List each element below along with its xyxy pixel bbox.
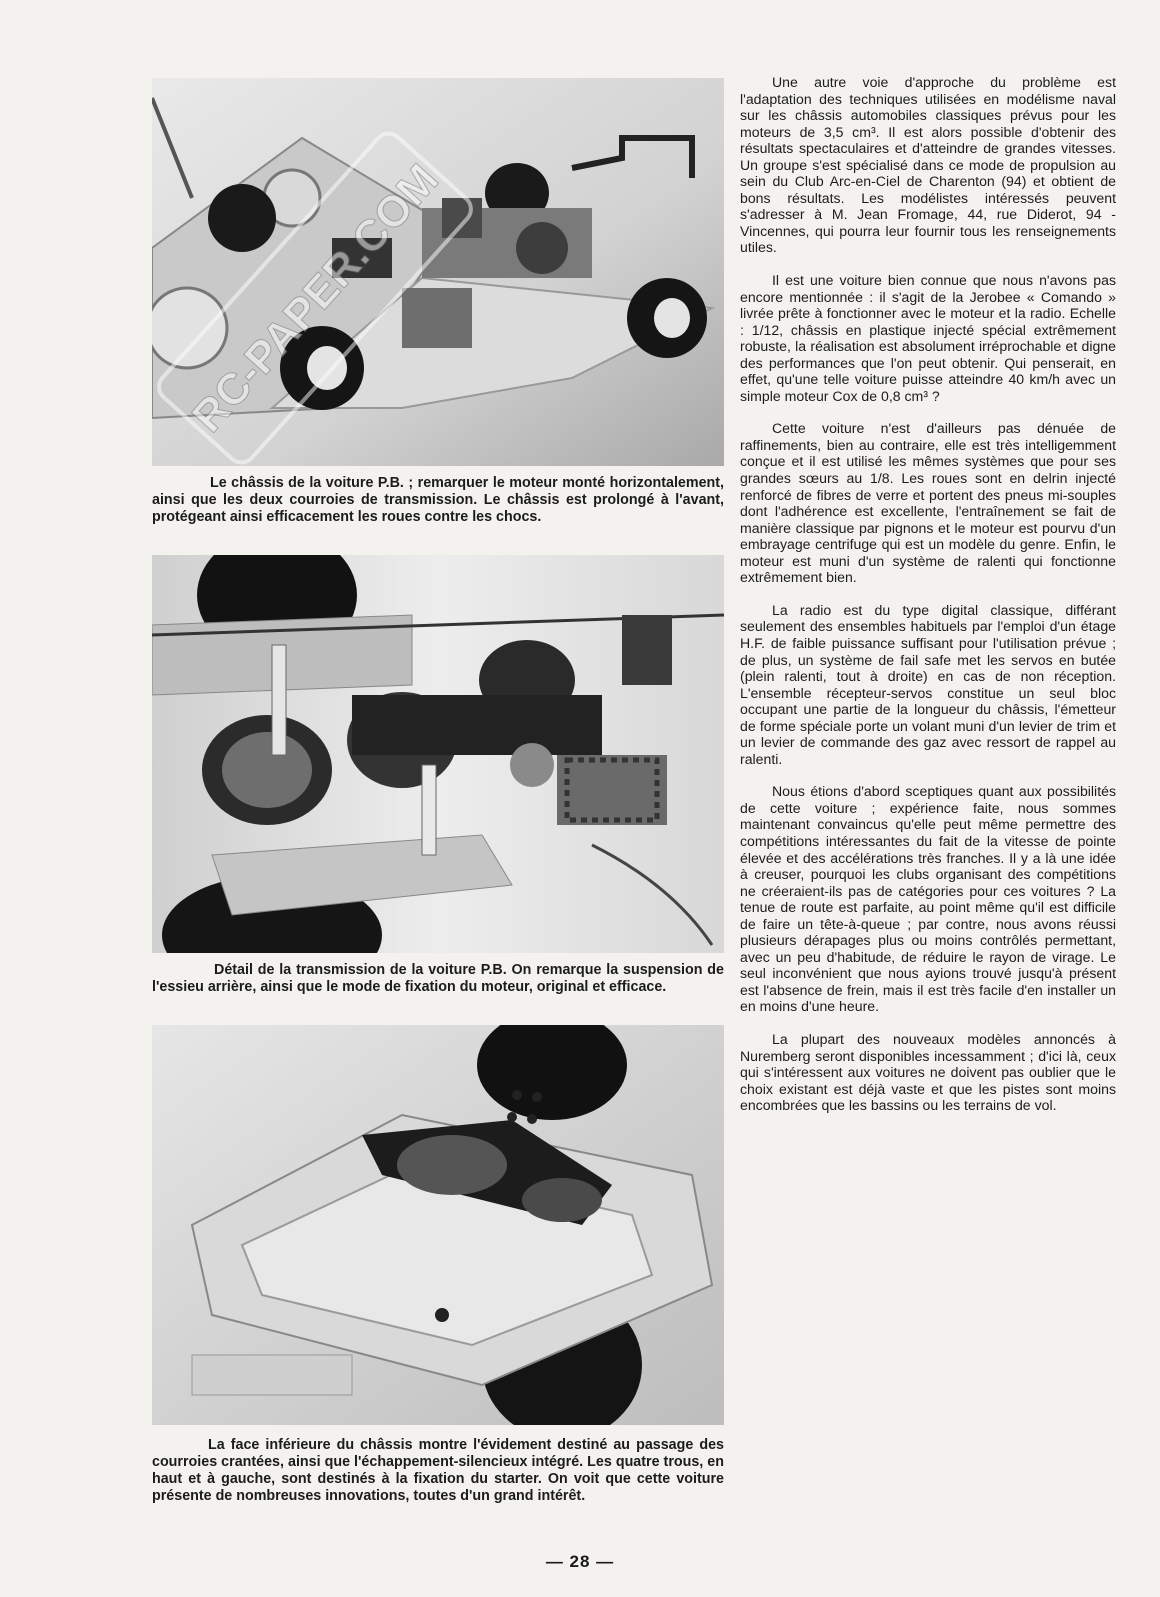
article-paragraph: Nous étions d'abord sceptiques quant aux possibilités de cette voiture ; expérience faite, nous sommes maintenant convaincus qu'elle peut même permettre des compétitions intéressantes du fait de la vitesse de pointe élevée et des accélérations très franches. Il y a là une idée à creuser, pourquoi les clubs organisant des compétitions ne créeraient-ils pas de catégories pour ces voitures ? La tenue de route est parfaite, au point même qu'il est difficile de faire un tête-à-queue ; par contre, nous avons réussi plusieurs dérapages plus ou moins contrôlés permettant, avec un peu d'habitude, de réduire le rayon de virage. Le seul inconvénient que nous ayions trouvé jusqu'à présent est l'absence de frein, mais il est très facile d'en installer un en moins d'une heure.	[740, 783, 1116, 1015]
photo-chassis-underside	[152, 1025, 724, 1425]
page-number: — 28 —	[545, 1552, 615, 1571]
watermark-logo	[150, 88, 480, 508]
caption-photo-1: Le châssis de la voiture P.B. ; remarquer le moteur monté horizontalement, ainsi que les deux courroies de transmission. Le châssis est prolongé à l'avant, protégeant ainsi efficacement les roues contre les chocs.	[152, 475, 724, 525]
article-column	[740, 74, 1116, 1130]
caption-photo-2: Détail de la transmission de la voiture P.B. On remarque la suspension de l'essieu arrière, ainsi que le mode de fixation du moteur, original et efficace.	[152, 962, 724, 995]
article-paragraph: Cette voiture n'est d'ailleurs pas dénuée de raffinements, bien au contraire, elle est très intelligemment conçue et il est utilisé les mêmes systèmes que pour ses grandes sœurs au 1/8. Les roues sont en delrin injecté renforcé de fibres de verre et portent des pneus mi-souples dont l'adhérence est excellente, l'entraînement se fait de manière classique par pignons et le moteur est pourvu d'un embrayage centrifuge qui est un modèle du genre. Enfin, le moteur est muni d'un système de ralenti qui fonctionne extrêmement bien.	[740, 420, 1116, 586]
photo-transmission-detail	[152, 555, 724, 953]
article-paragraph: Une autre voie d'approche du problème est l'adaptation des techniques utilisées en modélisme naval sur les châssis automobiles classiques prévus pour les moteurs de 3,5 cm³. Il est alors possible d'obtenir des résultats spectaculaires et d'atteindre de grandes vitesses. Un groupe s'est spécialisé dans ce mode de propulsion au sein du Club Arc-en-Ciel de Charenton (94) et obtient de bons résultats. Les modélistes intéressés peuvent s'adresser à M. Jean Fromage, 44, rue Diderot, 94 - Vincennes, qui pourra leur fournir tous les renseignements utiles.	[740, 74, 1116, 256]
caption-photo-3: La face inférieure du châssis montre l'évidement destiné au passage des courroies crantées, ainsi que l'échappement-silencieux intégré. Les quatre trous, en haut et à gauche, sont destinés à la fixation du starter. On voit que cette voiture présente de nombreuses innovations, toutes d'un grand intérêt.	[152, 1437, 724, 1504]
article-paragraph: Il est une voiture bien connue que nous n'avons pas encore mentionnée : il s'agit de la Jerobee « Comando » livrée prête à fonctionner avec le moteur et la radio. Echelle : 1/12, châssis en plastique injecté spécial extrêmement robuste, la réalisation est absolument irréprochable et digne des performances que l'on peut obtenir. Qui penserait, en effet, qu'une telle voiture puisse atteindre 40 km/h avec un simple moteur Cox de 0,8 cm³ ?	[740, 272, 1116, 404]
watermark-text: RC-PAPER.COM	[182, 155, 448, 442]
article-paragraph: La plupart des nouveaux modèles annoncés à Nuremberg seront disponibles incessamment ; d'ici là, ceux qui s'intéressent aux voitures ne doivent pas oublier que le choix existant est déjà vaste et que les pistes sont moins encombrées que les bassins ou les terrains de vol.	[740, 1030, 1116, 1114]
article-paragraph: La radio est du type digital classique, différant seulement des ensembles habituels par l'emploi d'un étage H.F. de faible puissance suffisant pour l'utilisation prévue ; de plus, un système de fail safe met les servos en butée (plein ralenti, tout à droite) en cas de non réception. L'ensemble récepteur-servos constitue un seul bloc occupant une partie de la longueur du châssis, l'émetteur de forme spéciale porte un volant muni d'un levier de trim et un levier de commande des gaz avec ressort de rappel au ralenti.	[740, 601, 1116, 767]
